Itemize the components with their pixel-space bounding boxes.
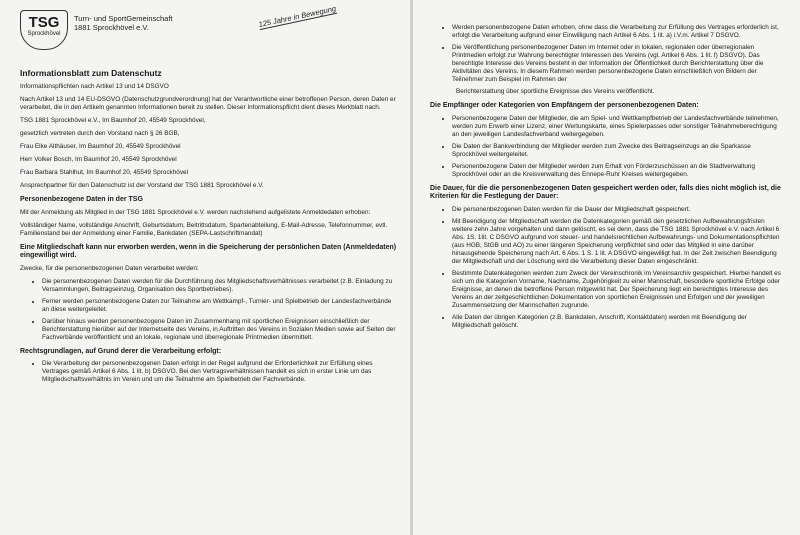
board-member-1: Frau Elke Althäuser, Im Baumhof 20, 45549 Sprockhövel [20, 143, 181, 150]
purpose-item: • Ferner werden personenbezogene Daten zur Teilnahme am Wettkampf-, Turnier- und Spielbetrieb der Landesfachverbände an diese weitergeleitet. [42, 298, 398, 314]
legal-basis-list [20, 360, 398, 384]
duration-item: • Bestimmte Datenkategorien werden zum Zweck der Vereinschronik im Vereinsarchiv gespeichert. Hierbei handelt es sich um die Kategorien Vorname, Nachname, Zugehörigkeit zu einer Mannschaft, besondere sportliche Erfolge oder Ereignisse, an denen die betroffene Person mitgewirkt hat. Der Speicherung liegt ein berechtigtes Interesse des Vereins an der zeitgeschichtlichen Dokumentation von sportlichen Ereignissen und Erfolgen und der jeweiligen Zusammensetzung der Mannschaften zugrunde. [452, 270, 782, 310]
legal-basis-list-continued [430, 24, 782, 84]
logo-sub-text: Sprockhövel [27, 31, 61, 37]
paragraph-address: TSG 1881 Sprockhövel e.V., Im Baumhof 20, 45549 Sprockhövel, [20, 117, 206, 124]
paragraph-info-duty: Informationspflichten nach Artikel 13 und 14 DSGVO [20, 83, 169, 90]
purposes-list [20, 278, 398, 342]
club-logo [20, 10, 68, 50]
anniversary-stamp: 125 Jahre in Bewegung [257, 3, 337, 30]
paragraph-represented: gesetzlich vertreten durch den Vorstand nach § 26 BGB, [20, 130, 180, 137]
logo-main-text: TSG [28, 14, 60, 31]
letterhead [20, 3, 398, 58]
club-name-line2: 1881 Sprockhövel e.V. [74, 23, 149, 32]
paragraph-registration: Mit der Anmeldung als Mitglied in der TSG 1881 Sprockhövel e.V. werden nachstehend aufgelistete Anmeldedaten erhoben: [20, 208, 371, 216]
paragraph-intro: Nach Artikel 13 und 14 EU-DSGVO (Datenschutzgrundverordnung) hat der Verantwortliche einer betroffenen Person, deren Daten er verarbeitet, die in den Artikeln genannten Informationen bereit zu stellen. Dieser Informationspflicht dient dieses Merkblatt nach. [20, 96, 396, 111]
paragraph-contact: Ansprechpartner für den Datenschutz ist der Vorstand der TSG 1881 Sprockhövel e.V. [20, 182, 264, 189]
duration-item: • Mit Beendigung der Mitgliedschaft werden die Datenkategorien gemäß den gesetzlichen Aufbewahrungsfristen weitere zehn Jahre vorgehalten und dann gelöscht, es sei denn, dass die TSG 1881 Sprockhövel e.V. nach Artikel 6 Abs. 1S. 1lit. C DSGVO aufgrund von steuer- und handelsrechtlichen Aufbewahrungs- und Dokumentationspflichten (aus HGB, StGB und AO) zu einer längeren Speicherung verpflichtet sind oder das Mitglied in eine darüber hinausgehende Speicherung nach Art. 6 Abs. 1 S. 1 lit. A DSGVO eingewilligt hat. In der Zeit zwischen Beendigung der Mitgliedschaft und der Löschung wird die Verarbeitung dieser Daten eingeschränkt. [452, 218, 782, 266]
duration-list [430, 206, 782, 330]
board-member-2: Herr Volker Bosch, Im Baumhof 20, 45549 Sprockhövel [20, 156, 177, 163]
heading-recipients: Die Empfänger oder Kategorien von Empfängern der personenbezogenen Daten: [430, 102, 699, 109]
recipients-list [430, 115, 782, 179]
legal-basis-item: • Die Verarbeitung der personenbezogenen Daten erfolgt in der Regel aufgrund der Erforderlichkeit zur Erfüllung eines Vertrages gemäß Artikel 6 Abs. 1 lit. b) DSGVO. Bei den Vertragsverhältnissen handelt es sich in erster Linie um das Mitgliedschaftsverhältnis im Verein und um die Teilnahme am Spielbetrieb der Fachverbände. [42, 360, 398, 384]
paragraph-purposes-intro: Zwecke, für die personenbezogenen Daten verarbeitet werden: [20, 264, 199, 272]
heading-personal-data: Personenbezogene Daten in der TSG [20, 196, 143, 203]
club-name-line1: Turn- und SportGemeinschaft [74, 14, 173, 23]
right-page [412, 0, 800, 535]
club-name [74, 14, 173, 32]
heading-legal-basis: Rechtsgrundlagen, auf Grund derer die Verarbeitung erfolgt: [20, 347, 222, 355]
recipient-item: • Personenbezogene Daten der Mitglieder, die am Spiel- und Wettkampfbetrieb der Landesfachverbände teilnehmen, werden zum Erwerb einer Lizenz, einer Wertungskarte, eines Spielerpasses oder sonstiger Teilnahmeberechtigung an den jeweiligen Landesfachverband weitergegeben. [452, 115, 782, 139]
legal-basis-item: • Werden personenbezogene Daten erhoben, ohne dass die Verarbeitung zur Erfüllung des Vertrages erforderlich ist, erfolgt die Verarbeitung aufgrund einer Einwilligung nach Artikel 6 Abs. 1 lit. a) i.V.m. Artikel 7 DSGVO. [452, 24, 782, 40]
recipient-item: • Die Daten der Bankverbindung der Mitglieder werden zum Zwecke des Beitragseinzugs an die Sparkasse Sprockhövel weitergeleitet. [452, 143, 782, 159]
paragraph-data-list: Vollständiger Name, vollständige Anschrift, Geburtsdatum, Beitrittsdatum, Spartenabteilung, E-Mail-Adresse, Telefonnummer, evtl. Familienstand bei der Anmeldung einer Familie, Bankdaten (SEPA-Lastschriftmandat) [20, 221, 388, 237]
document-title: Informationsblatt zum Datenschutz [20, 68, 162, 78]
heading-membership-consent: Eine Mitgliedschaft kann nur erworben werden, wenn in die Speicherung der persönlichen Daten (Anmeldedaten) eingewilligt wird. [20, 243, 397, 259]
purpose-item: • Darüber hinaus werden personenbezogene Daten im Zusammenhang mit sportlichen Ereignissen einschließlich der Berichterstattung hierüber auf der Internetseite des Vereins, in Auftritten des Vereins in Sozialen Medien sowie auf Seiten der Fachverbände veröffentlicht und an lokale, regionale und überregionale Printmedien übermittelt. [42, 318, 398, 342]
duration-item: • Alle Daten der übrigen Kategorien (z.B. Bankdaten, Anschrift, Kontaktdaten) werden mit Beendigung der Mitgliedschaft gelöscht. [452, 314, 782, 330]
duration-item: • Die personenbezogenen Daten werden für die Dauer der Mitgliedschaft gespeichert. [452, 206, 782, 214]
purpose-item: • Die personenbezogenen Daten werden für die Durchführung des Mitgliedschaftsverhältnisses verarbeitet (z.B. Einladung zu Versammlungen, Beitragseinzug, Organisation des Sportbetriebes). [42, 278, 398, 294]
board-member-3: Frau Barbara Stahlhut, Im Baumhof 20, 45549 Sprockhövel [20, 169, 189, 176]
legal-basis-item: • Die Veröffentlichung personenbezogener Daten im Internet oder in lokalen, regionalen oder überregionalen Printmedien erfolgt zur Wahrung berechtigter Interessen des Vereins (vgl. Artikel 6 Abs. 1 lit. f) DSGVO). Das berechtigte Interesse des Vereins besteht in der Information der Öffentlichkeit durch Berichterstattung über die Aktivitäten des Vereins. In diesem Rahmen werden personenbezogene Daten einschließlich von Bildern der Teilnehmer zum Beispiel im Rahmen der [452, 44, 782, 84]
legal-basis-tail: Berichterstattung über sportliche Ereignisse des Vereins veröffentlicht. [456, 88, 655, 95]
heading-storage-duration: Die Dauer, für die die personenbezogenen Daten gespeichert werden oder, falls dies nicht möglich ist, die Kriterien für die Festlegung der Dauer: [430, 184, 781, 200]
recipient-item: • Personenbezogene Daten der Mitglieder werden zum Erhalt von Förderzuschüssen an die Stadtverwaltung Sprockhövel oder an die Kreisverwaltung des Ennepe-Ruhr Kreises weitergegeben. [452, 163, 782, 179]
